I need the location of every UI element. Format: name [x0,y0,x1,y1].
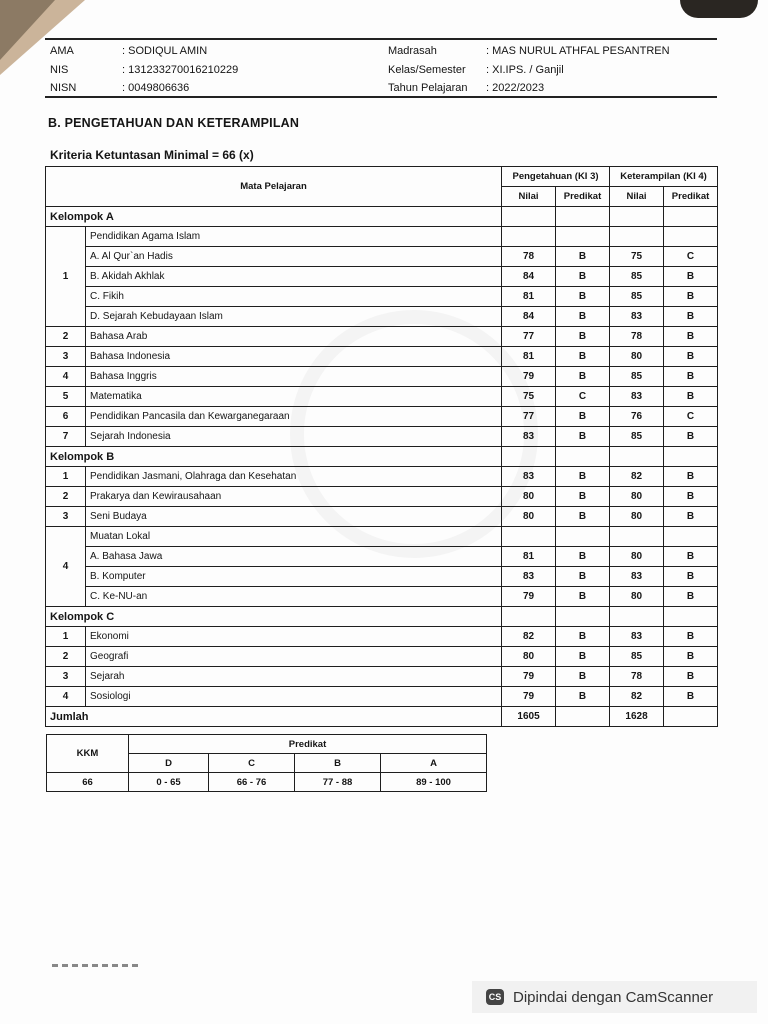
ki3-nilai: 77 [502,327,556,347]
page-corner-fold [0,0,55,60]
ki3-predikat: B [556,427,610,447]
header-right-value: : 2022/2023 [486,82,545,94]
table-row [46,407,718,427]
ki3-predikat: B [556,687,610,707]
ki3-nilai: 79 [502,587,556,607]
ki4-nilai: 80 [610,487,664,507]
ki3-nilai: 80 [502,647,556,667]
ki3-predikat: B [556,287,610,307]
ki3-predikat: B [556,247,610,267]
header-left-label: NIS [50,64,69,76]
ki4-nilai: 85 [610,287,664,307]
row-number: 4 [46,367,86,387]
group-row [46,207,718,227]
ki4-nilai: 83 [610,567,664,587]
subject-name: Sejarah Indonesia [86,427,502,447]
empty-cell [556,447,610,467]
table-row [46,667,718,687]
group-title: Kelompok B [46,447,502,467]
legend-kkm-value: 66 [47,773,129,792]
ki3-predikat: B [556,627,610,647]
footer-scan-artifact [52,964,142,967]
table-row [46,247,718,267]
ki3-nilai: 83 [502,567,556,587]
ki4-nilai: 85 [610,267,664,287]
table-row [46,327,718,347]
camscanner-text: Dipindai dengan CamScanner [513,988,714,1006]
table-row [46,387,718,407]
ki3-predikat: B [556,267,610,287]
subject-name: Sosiologi [86,687,502,707]
table-row [46,307,718,327]
camscanner-badge [472,981,757,1013]
table-row [46,467,718,487]
subject-name: D. Sejarah Kebudayaan Islam [86,307,502,327]
subject-name: Pendidikan Jasmani, Olahraga dan Kesehatan [86,467,502,487]
empty-cell [610,607,664,627]
ki3-predikat [556,227,610,247]
ki3-nilai [502,227,556,247]
table-row [46,487,718,507]
subject-name: C. Ke-NU-an [86,587,502,607]
row-number: 1 [46,227,86,327]
ki4-predikat: B [664,647,718,667]
row-number: 2 [46,327,86,347]
subject-name: Pendidikan Agama Islam [86,227,502,247]
row-number: 4 [46,687,86,707]
ki3-nilai: 82 [502,627,556,647]
header-left-value: : SODIQUL AMIN [122,45,208,57]
subject-name: Ekonomi [86,627,502,647]
empty-cell [664,447,718,467]
table-row [46,227,718,247]
ki4-predikat: B [664,307,718,327]
table-row [46,347,718,367]
ki3-nilai [502,527,556,547]
table-row [46,647,718,667]
legend-range: 89 - 100 [381,773,487,792]
header-left-label: AMA [50,45,74,57]
legend-range: 66 - 76 [209,773,295,792]
ki3-nilai: 78 [502,247,556,267]
legend-grade: B [295,754,381,773]
ki3-predikat: B [556,347,610,367]
subject-name: C. Fikih [86,287,502,307]
ki3-nilai: 80 [502,507,556,527]
ki4-nilai: 80 [610,587,664,607]
header-nilai-ki3: Nilai [502,187,556,207]
row-number: 3 [46,667,86,687]
empty-cell [556,607,610,627]
ki4-nilai [610,527,664,547]
table-row [46,267,718,287]
ki4-predikat: B [664,427,718,447]
header-left-label: NISN [50,82,77,94]
ki3-predikat: B [556,467,610,487]
ki4-nilai: 83 [610,387,664,407]
ki4-predikat: B [664,467,718,487]
subject-name: Sejarah [86,667,502,687]
row-number: 3 [46,507,86,527]
ki4-nilai: 82 [610,687,664,707]
header-ki4: Keterampilan (KI 4) [610,167,718,187]
camscanner-logo-icon: CS [486,989,504,1005]
empty-cell [556,207,610,227]
ki4-predikat: B [664,627,718,647]
ki4-predikat: B [664,507,718,527]
ki3-nilai: 83 [502,427,556,447]
ki4-nilai: 82 [610,467,664,487]
ki4-nilai: 85 [610,427,664,447]
ki3-nilai: 81 [502,287,556,307]
kkm-title: Kriteria Ketuntasan Minimal = 66 (x) [50,148,254,162]
group-row [46,607,718,627]
subject-name: Pendidikan Pancasila dan Kewarganegaraan [86,407,502,427]
ki3-nilai: 75 [502,387,556,407]
ki3-nilai: 83 [502,467,556,487]
subject-name: Matematika [86,387,502,407]
table-row [46,587,718,607]
ki4-predikat: B [664,367,718,387]
group-title: Kelompok A [46,207,502,227]
ki3-nilai: 80 [502,487,556,507]
legend-grade: C [209,754,295,773]
table-row [46,427,718,447]
row-number: 1 [46,627,86,647]
legend-predikat-label: Predikat [129,735,487,754]
empty-cell [664,707,718,727]
ki4-nilai [610,227,664,247]
ki3-predikat: B [556,647,610,667]
subject-name: Muatan Lokal [86,527,502,547]
empty-cell [502,607,556,627]
subject-name: A. Bahasa Jawa [86,547,502,567]
ki4-predikat: B [664,487,718,507]
header-nilai-ki4: Nilai [610,187,664,207]
total-ki4: 1628 [610,707,664,727]
table-row [46,567,718,587]
ki4-predikat: B [664,547,718,567]
row-number: 1 [46,467,86,487]
header-left-value: : 0049806636 [122,82,190,94]
ki4-nilai: 83 [610,307,664,327]
subject-name: Bahasa Arab [86,327,502,347]
ki3-predikat: B [556,507,610,527]
empty-cell [610,207,664,227]
ki3-nilai: 84 [502,307,556,327]
header-subject: Mata Pelajaran [46,167,502,207]
ki3-nilai: 79 [502,667,556,687]
ki4-predikat: B [664,667,718,687]
row-number: 7 [46,427,86,447]
table-row [46,507,718,527]
ki3-nilai: 84 [502,267,556,287]
ki4-nilai: 78 [610,667,664,687]
subject-name: B. Komputer [86,567,502,587]
row-number: 5 [46,387,86,407]
ki4-nilai: 76 [610,407,664,427]
ki3-nilai: 77 [502,407,556,427]
subject-name: Seni Budaya [86,507,502,527]
header-bottom-rule [45,96,717,98]
header-right-label: Kelas/Semester [388,64,466,76]
ki4-predikat: B [664,687,718,707]
ki3-predikat [556,527,610,547]
legend-grade: D [129,754,209,773]
ki3-nilai: 79 [502,367,556,387]
ki4-predikat: C [664,247,718,267]
empty-cell [664,607,718,627]
table-row [46,547,718,567]
legend-kkm-label: KKM [47,735,129,773]
ki4-nilai: 85 [610,647,664,667]
header-top-rule [45,38,717,40]
ki4-predikat [664,527,718,547]
ki4-nilai: 83 [610,627,664,647]
table-row [46,367,718,387]
ki3-nilai: 79 [502,687,556,707]
table-row [46,527,718,547]
header-right-label: Tahun Pelajaran [388,82,468,94]
ki4-nilai: 78 [610,327,664,347]
legend-grade: A [381,754,487,773]
header-predikat-ki3: Predikat [556,187,610,207]
empty-cell [610,447,664,467]
ki4-predikat: B [664,567,718,587]
total-row [46,707,718,727]
ki3-predikat: B [556,587,610,607]
ki3-predikat: B [556,327,610,347]
ki4-nilai: 75 [610,247,664,267]
ki4-predikat: B [664,327,718,347]
group-title: Kelompok C [46,607,502,627]
legend-range: 77 - 88 [295,773,381,792]
ki4-predikat [664,227,718,247]
table-row [46,287,718,307]
ki3-predikat: B [556,487,610,507]
subject-name: Bahasa Indonesia [86,347,502,367]
row-number: 6 [46,407,86,427]
subject-name: B. Akidah Akhlak [86,267,502,287]
ki4-predikat: B [664,287,718,307]
predikat-legend-table [46,734,487,792]
empty-cell [664,207,718,227]
row-number: 4 [46,527,86,607]
ki4-predikat: B [664,387,718,407]
row-number: 2 [46,487,86,507]
ki3-predikat: B [556,307,610,327]
ki4-predikat: B [664,347,718,367]
empty-cell [502,447,556,467]
ki4-predikat: B [664,267,718,287]
subject-name: Geografi [86,647,502,667]
total-ki3: 1605 [502,707,556,727]
ki4-predikat: C [664,407,718,427]
scan-edge-shadow [680,0,758,18]
ki3-predikat: B [556,547,610,567]
section-title: B. PENGETAHUAN DAN KETERAMPILAN [48,116,300,130]
header-right-value: : MAS NURUL ATHFAL PESANTREN [486,45,670,57]
ki3-predikat: B [556,367,610,387]
ki3-nilai: 81 [502,547,556,567]
ki3-predikat: C [556,387,610,407]
ki3-predikat: B [556,667,610,687]
header-predikat-ki4: Predikat [664,187,718,207]
ki4-nilai: 85 [610,367,664,387]
empty-cell [556,707,610,727]
header-right-label: Madrasah [388,45,437,57]
empty-cell [502,207,556,227]
subject-name: Bahasa Inggris [86,367,502,387]
subject-name: Prakarya dan Kewirausahaan [86,487,502,507]
ki3-nilai: 81 [502,347,556,367]
table-row [46,627,718,647]
ki3-predikat: B [556,567,610,587]
ki4-nilai: 80 [610,547,664,567]
grades-table [45,166,718,727]
ki4-predikat: B [664,587,718,607]
group-row [46,447,718,467]
table-row [46,687,718,707]
ki4-nilai: 80 [610,507,664,527]
header-right-value: : XI.IPS. / Ganjil [486,64,564,76]
row-number: 2 [46,647,86,667]
legend-range: 0 - 65 [129,773,209,792]
header-left-value: : 131233270016210229 [122,64,239,76]
total-label: Jumlah [46,707,502,727]
ki4-nilai: 80 [610,347,664,367]
header-ki3: Pengetahuan (KI 3) [502,167,610,187]
subject-name: A. Al Qur`an Hadis [86,247,502,267]
ki3-predikat: B [556,407,610,427]
row-number: 3 [46,347,86,367]
